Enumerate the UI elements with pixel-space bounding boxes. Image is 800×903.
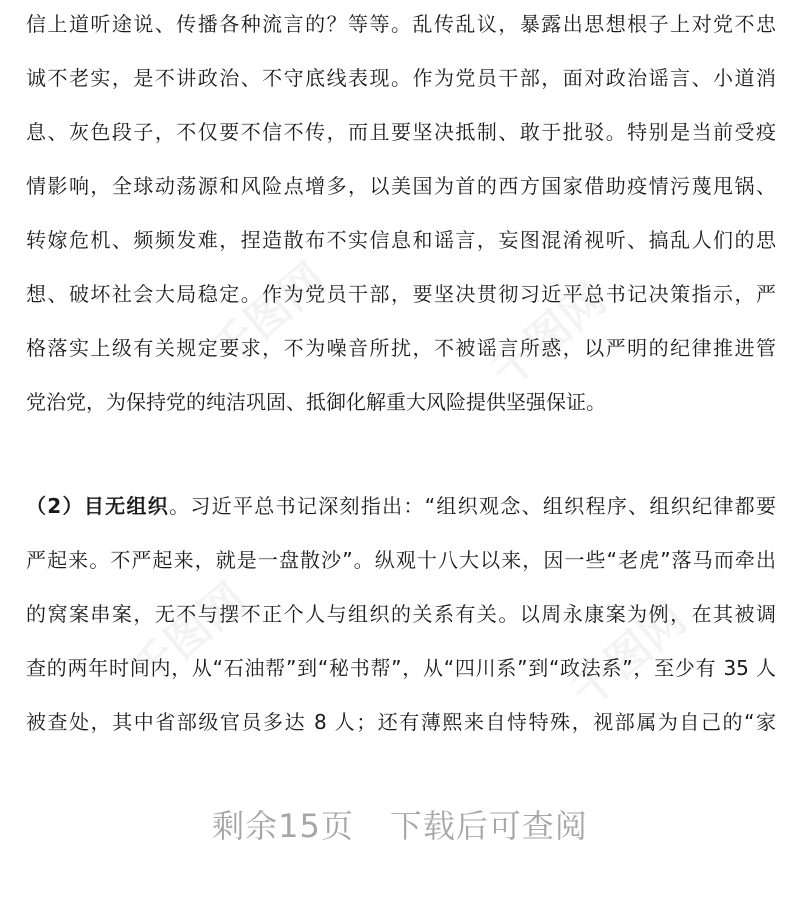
watermark: 千图网: [121, 573, 256, 698]
paragraph-line: 党治党，为保持党的纯洁巩固、抵御化解重大风险提供坚强保证。: [26, 390, 606, 414]
paragraph-line: 被查处，其中省部级官员多达 8 人；还有薄熙来自恃特殊，视部属为自己的“家: [26, 710, 776, 734]
section-heading-line: [26, 492, 776, 520]
watermark: 千图网: [561, 593, 696, 718]
paragraph-line: 诚不老实，是不讲政治、不守底线表现。作为党员干部，面对政治谣言、小道消: [26, 66, 776, 90]
paragraph-line: 息、灰色段子，不仅要不信不传，而且要坚决抵制、敢于批驳。特别是当前受疫: [26, 120, 776, 144]
watermark: 千图网: [481, 273, 616, 398]
paragraph-text: 。习近平总书记深刻指出：“组织观念、组织程序、组织纪律都要: [169, 494, 776, 518]
paragraph-line: 的窝案串案，无不与摆不正个人与组织的关系有关。以周永康案为例，在其被调: [26, 602, 776, 626]
remaining-pages-banner[interactable]: [0, 804, 800, 848]
download-hint-text: 下载后可查阅: [389, 807, 588, 845]
paragraph-line: 转嫁危机、频频发难，捏造散布不实信息和谣言，妄图混淆视听、搞乱人们的思: [26, 228, 776, 252]
paragraph-line: 格落实上级有关规定要求，不为噪音所扰，不被谣言所惑，以严明的纪律推进管: [26, 336, 776, 360]
paragraph-line: 查的两年时间内，从“石油帮”到“秘书帮”，从“四川系”到“政法系”，至少有 35 人: [26, 656, 776, 680]
paragraph-line: 信上道听途说、传播各种流言的？等等。乱传乱议，暴露出思想根子上对党不忠: [26, 12, 776, 36]
paragraph-line: 情影响，全球动荡源和风险点增多，以美国为首的西方国家借助疫情污蔑甩锅、: [26, 174, 776, 198]
paragraph-line: 严起来。不严起来，就是一盘散沙”。纵观十八大以来，因一些“老虎”落马而牵出: [26, 548, 776, 572]
paragraph-line: 想、破坏社会大局稳定。作为党员干部，要坚决贯彻习近平总书记决策指示，严: [26, 282, 776, 306]
section-heading: （2）目无组织: [26, 494, 170, 518]
remaining-pages-text: 剩余15页: [212, 807, 354, 845]
watermark: 千图网: [201, 253, 336, 378]
